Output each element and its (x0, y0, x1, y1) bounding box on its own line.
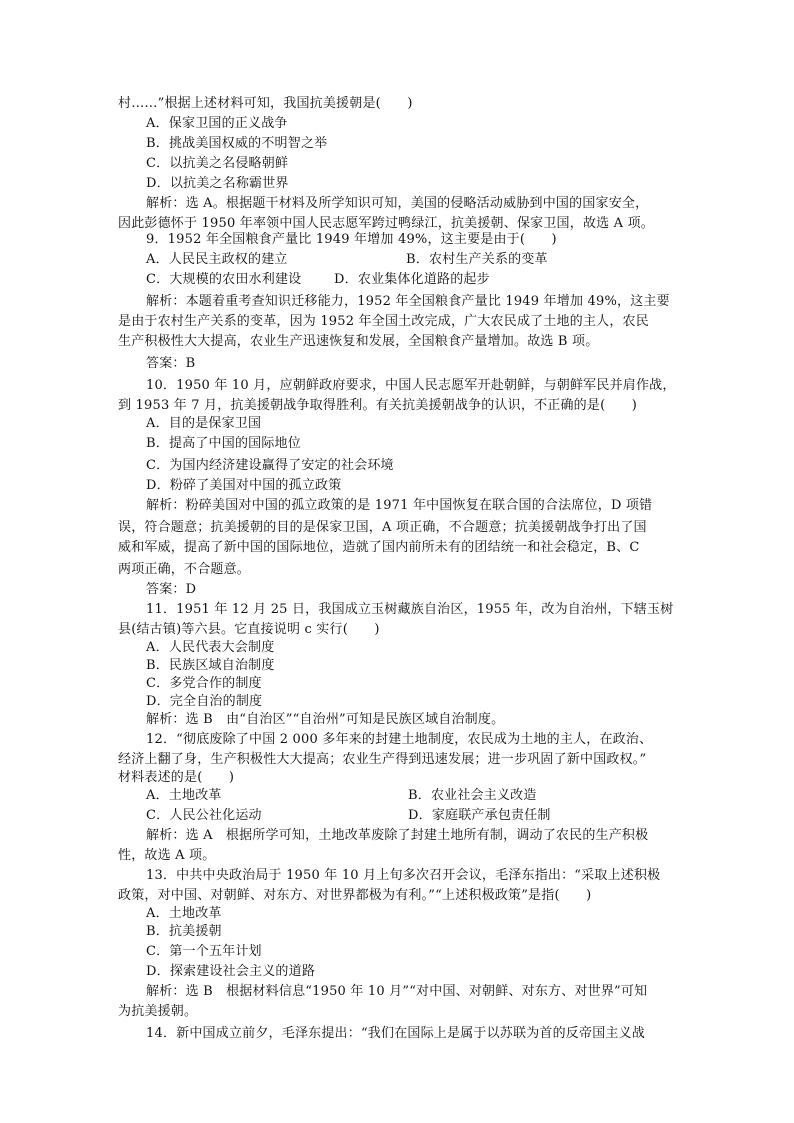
analysis-line: 解析：粉碎美国对中国的孤立政策的是 1971 年中国恢复在联合国的合法席位，D 项错 (146, 498, 653, 513)
option-b: B．农村生产关系的变革 (406, 252, 548, 267)
option-line: D．粉碎了美国对中国的孤立政策 (146, 478, 342, 493)
option-line: C．为国内经济建设赢得了安定的社会环境 (146, 458, 394, 473)
text-line: 是由于农村生产关系的变革，因为 1952 年全国土改完成，广大农民成了土地的主人，农民 (118, 314, 649, 329)
option-line: A．土地改革 (146, 906, 222, 921)
option-c: C．大规模的农田水利建设 (146, 272, 302, 287)
answer-line: 答案：D (146, 582, 197, 597)
option-line: B．民族区域自治制度 (146, 658, 275, 673)
question-line: 13．中共中央政治局于 1950 年 10 月上旬多次召开会议，毛泽东指出：“采取上述积极 (146, 868, 661, 883)
text-line: 性，故选 A 项。 (118, 848, 216, 863)
text-line: 村……”根据上述材料可知，我国抗美援朝是( ) (118, 96, 413, 111)
option-d: D．农业集体化道路的起步 (334, 272, 490, 287)
option-row (146, 806, 551, 826)
option-line: A．保家卫国的正义战争 (146, 116, 288, 131)
question-line: 14．新中国成立前夕，毛泽东提出：“我们在国际上是属于以苏联为首的反帝国主义战 (146, 1026, 645, 1041)
text-line: 政策，对中国、对朝鲜、对东方、对世界都极为有利。”“上述积极政策”是指( ) (118, 888, 592, 903)
question-line: 11．1951 年 12 月 25 日，我国成立玉树藏族自治区，1955 年，改为自治州，下辖玉树 (146, 602, 674, 617)
option-row (146, 270, 490, 290)
text-line: 经济上翻了身，生产积极性大大提高；农业生产得到迅速发展；进一步巩固了新中国政权。” (118, 752, 647, 767)
analysis-line: 解析：选 B 由“自治区”“自治州”可知是民族区域自治制度。 (146, 712, 505, 727)
option-line: B．提高了中国的国际地位 (146, 436, 301, 451)
answer-line: 答案：B (146, 356, 196, 371)
option-line: D．探索建设社会主义的道路 (146, 964, 316, 979)
question-line: 10．1950 年 10 月，应朝鲜政府要求，中国人民志愿军开赴朝鲜，与朝鲜军民并肩作战， (146, 378, 676, 393)
option-row (146, 786, 537, 806)
option-line: C．多党合作的制度 (146, 676, 262, 691)
text-line: 到 1953 年 7 月，抗美援朝战争取得胜利。有关抗美援朝战争的认识，不正确的是( ) (118, 398, 638, 413)
option-b: B．农业社会主义改造 (408, 788, 537, 803)
option-line: A．人民代表大会制度 (146, 640, 275, 655)
option-line: B．抗美援朝 (146, 924, 222, 939)
question-line: 12．“彻底废除了中国 2 000 多年来的封建土地制度，农民成为土地的主人，在政治、 (146, 732, 653, 747)
text-line: 县(结古镇)等六县。它直接说明 c 实行( ) (118, 622, 380, 637)
analysis-line: 解析：本题着重考查知识迁移能力，1952 年全国粮食产量比 1949 年增加 49%，这主要 (146, 294, 670, 309)
option-line: B．挑战美国权威的不明智之举 (146, 136, 328, 151)
text-line: 材料表述的是( ) (118, 770, 235, 785)
analysis-line: 解析：选 A 根据所学可知，土地改革废除了封建土地所有制，调动了农民的生产积极 (146, 828, 649, 843)
text-line: 两项正确，不合题意。 (118, 562, 251, 577)
text-line: 威和军威，提高了新中国的国际地位，造就了国内前所未有的团结统一和社会稳定，B、C (118, 540, 640, 555)
text-line: 因此彭德怀于 1950 年率领中国人民志愿军跨过鸭绿江，抗美援朝、保家卫国，故选 A 项。 (118, 216, 655, 231)
option-a: A．土地改革 (146, 788, 222, 803)
text-line: 误，符合题意；抗美援朝的目的是保家卫国，A 项正确，不合题意；抗美援朝战争打出了国 (118, 520, 647, 535)
analysis-line: 解析：选 A。根据题干材料及所学知识可知，美国的侵略活动威胁到中国的国家安全， (146, 196, 649, 211)
text-line: 生产积极性大大提高，农业生产迅速恢复和发展，全国粮食产量增加。故选 B 项。 (118, 334, 599, 349)
option-line: D．完全自治的制度 (146, 694, 263, 709)
analysis-line: 解析：选 B 根据材料信息“1950 年 10 月”“对中国、对朝鲜、对东方、对世界”可知 (146, 984, 648, 999)
option-line: C．第一个五年计划 (146, 944, 262, 959)
option-line: C．以抗美之名侵略朝鲜 (146, 156, 289, 171)
option-c: C．人民公社化运动 (146, 808, 262, 823)
option-d: D．家庭联产承包责任制 (408, 808, 551, 823)
text-line: 为抗美援朝。 (118, 1004, 198, 1019)
question-line: 9．1952 年全国粮食产量比 1949 年增加 49%，这主要是由于( ) (146, 232, 557, 247)
option-a: A．人民民主政权的建立 (146, 252, 288, 267)
option-line: D．以抗美之名称霸世界 (146, 176, 289, 191)
option-row (146, 250, 548, 270)
option-line: A．目的是保家卫国 (146, 416, 262, 431)
